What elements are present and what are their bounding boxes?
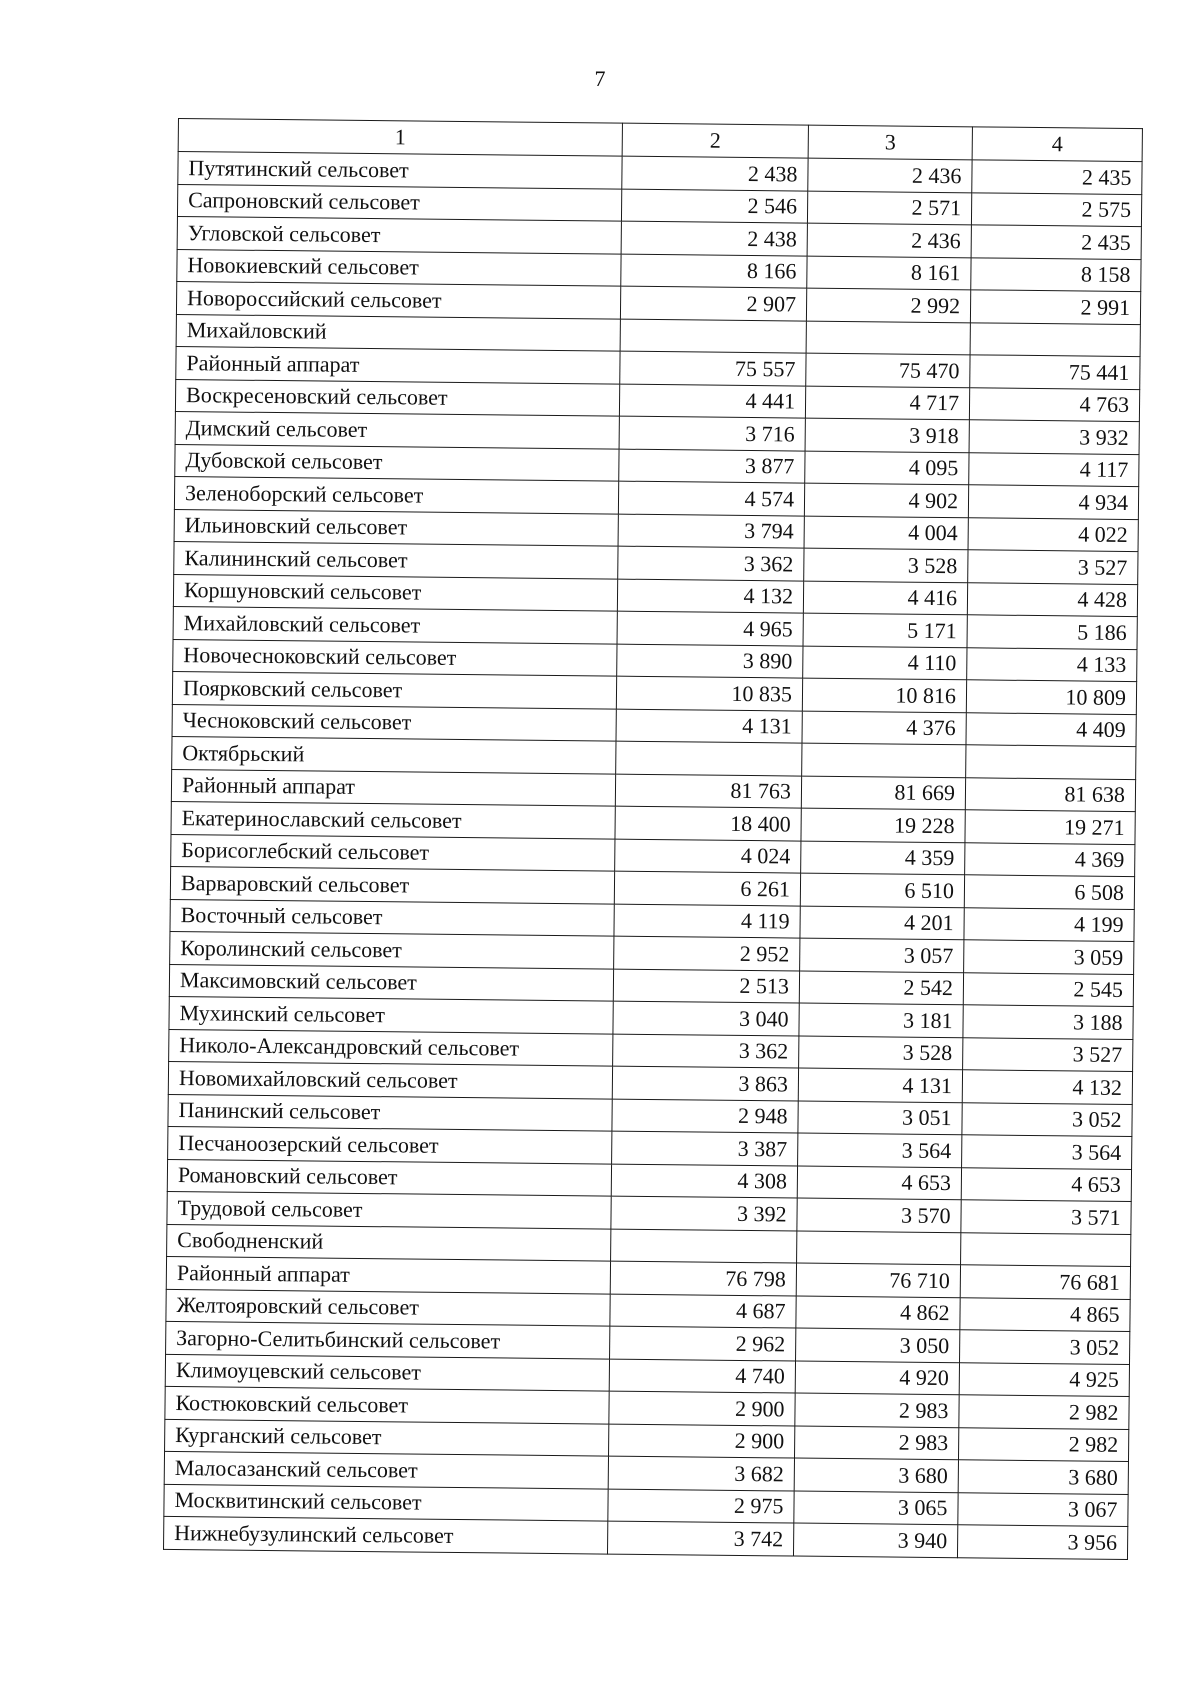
row-value-col3: 4 201 <box>800 906 964 940</box>
row-value-col3: 3 065 <box>794 1491 958 1525</box>
row-value-col3: 2 983 <box>795 1393 959 1427</box>
row-value-col4: 4 409 <box>966 712 1136 746</box>
row-name-cell: Воскресеновский сельсовет <box>175 379 619 416</box>
row-value-col4: 2 982 <box>959 1395 1129 1429</box>
row-name-cell: Панинский сельсовет <box>168 1094 612 1131</box>
row-value-col2: 4 132 <box>617 579 803 613</box>
row-name-cell: Районный аппарат <box>166 1256 610 1293</box>
row-name-cell: Свободненский <box>167 1224 611 1261</box>
row-value-col4: 4 653 <box>961 1167 1131 1201</box>
column-header-3: 3 <box>808 125 972 160</box>
budget-table <box>163 118 1143 1560</box>
row-name-cell: Варваровский сельсовет <box>170 866 614 903</box>
row-name-cell: Чесноковский сельсовет <box>172 704 616 741</box>
row-name-cell: Восточный сельсовет <box>170 899 614 936</box>
row-name-cell: Районный аппарат <box>171 769 615 806</box>
row-value-col4: 2 982 <box>958 1427 1128 1461</box>
row-value-col3: 3 918 <box>805 418 969 452</box>
row-value-col4: 3 527 <box>963 1037 1133 1071</box>
row-value-col2: 3 877 <box>619 449 805 483</box>
row-value-col4: 2 435 <box>971 225 1141 259</box>
row-value-col2: 3 863 <box>612 1066 798 1100</box>
row-value-col4: 4 934 <box>968 485 1138 519</box>
row-value-col3: 3 680 <box>794 1458 958 1492</box>
row-value-col2: 2 975 <box>608 1489 794 1523</box>
row-value-col4: 4 117 <box>969 452 1139 486</box>
row-value-col2: 3 040 <box>613 1001 799 1035</box>
row-name-cell: Романовский сельсовет <box>167 1159 611 1196</box>
row-value-col2: 2 438 <box>621 221 807 255</box>
row-value-col2: 3 362 <box>618 546 804 580</box>
row-value-col3: 2 436 <box>807 223 971 257</box>
row-value-col3: 4 095 <box>805 451 969 485</box>
row-value-col2 <box>616 741 802 775</box>
row-value-col2: 76 798 <box>610 1261 796 1295</box>
row-value-col3: 3 940 <box>793 1523 957 1557</box>
row-value-col3: 3 057 <box>800 938 964 972</box>
row-value-col2: 4 687 <box>610 1294 796 1328</box>
row-value-col4: 4 132 <box>962 1070 1132 1104</box>
row-value-col3: 2 983 <box>795 1426 959 1460</box>
row-value-col2: 2 546 <box>621 189 807 223</box>
row-value-col3: 4 862 <box>796 1296 960 1330</box>
row-value-col2: 2 900 <box>609 1391 795 1425</box>
row-value-col3: 5 171 <box>803 613 967 647</box>
row-value-col4 <box>970 322 1140 356</box>
row-name-cell: Калининский сельсовет <box>174 541 618 578</box>
row-value-col2: 2 952 <box>614 936 800 970</box>
row-value-col2: 4 308 <box>611 1164 797 1198</box>
row-name-cell: Михайловский <box>176 314 620 351</box>
row-name-cell: Екатеринославский сельсовет <box>171 801 615 838</box>
row-value-col2: 4 119 <box>614 904 800 938</box>
row-value-col4: 3 052 <box>960 1330 1130 1364</box>
row-value-col3 <box>806 321 970 355</box>
row-value-col2: 3 682 <box>608 1456 794 1490</box>
row-value-col4: 2 435 <box>972 160 1142 194</box>
row-value-col4: 4 865 <box>960 1297 1130 1331</box>
row-value-col3: 19 228 <box>801 808 965 842</box>
row-value-col3: 2 571 <box>807 191 971 225</box>
row-name-cell: Курганский сельсовет <box>165 1419 609 1456</box>
row-value-col4: 75 441 <box>970 355 1140 389</box>
row-value-col2: 6 261 <box>614 871 800 905</box>
row-value-col3: 2 542 <box>799 971 963 1005</box>
row-value-col2: 4 024 <box>615 839 801 873</box>
row-value-col4: 3 527 <box>968 550 1138 584</box>
row-value-col3: 75 470 <box>806 353 970 387</box>
row-value-col2: 2 962 <box>610 1326 796 1360</box>
row-value-col4: 4 022 <box>968 517 1138 551</box>
row-name-cell: Новочесноковский сельсовет <box>173 639 617 676</box>
row-value-col3: 3 564 <box>798 1133 962 1167</box>
row-name-cell: Малосазанский сельсовет <box>164 1451 608 1488</box>
row-value-col2: 4 131 <box>616 709 802 743</box>
row-name-cell: Новомихайловский сельсовет <box>168 1061 612 1098</box>
row-value-col3: 81 669 <box>801 776 965 810</box>
row-value-col2: 3 794 <box>618 514 804 548</box>
row-value-col4: 4 763 <box>969 387 1139 421</box>
row-value-col4: 5 186 <box>967 615 1137 649</box>
row-value-col2: 3 362 <box>613 1034 799 1068</box>
row-value-col4: 6 508 <box>964 875 1134 909</box>
row-name-cell: Сапроновский сельсовет <box>177 184 621 221</box>
row-value-col4: 3 052 <box>962 1102 1132 1136</box>
row-value-col4: 2 991 <box>970 290 1140 324</box>
row-value-col2: 18 400 <box>615 806 801 840</box>
row-name-cell: Песчаноозерский сельсовет <box>168 1126 612 1163</box>
row-value-col4: 8 158 <box>971 257 1141 291</box>
row-value-col4 <box>966 745 1136 779</box>
row-value-col4: 3 956 <box>957 1525 1127 1559</box>
row-value-col3: 2 436 <box>808 158 972 192</box>
row-value-col3: 4 416 <box>803 581 967 615</box>
row-value-col2: 4 441 <box>619 384 805 418</box>
row-value-col4: 81 638 <box>965 777 1135 811</box>
row-value-col3: 3 050 <box>796 1328 960 1362</box>
row-value-col4: 2 575 <box>971 192 1141 226</box>
row-value-col3: 4 717 <box>805 386 969 420</box>
row-value-col4: 4 428 <box>967 582 1137 616</box>
table-body <box>164 152 1143 1560</box>
row-value-col2: 2 900 <box>609 1424 795 1458</box>
page-number: 7 <box>594 66 606 91</box>
row-value-col2: 10 835 <box>616 676 802 710</box>
row-name-cell: Районный аппарат <box>176 346 620 383</box>
row-name-cell: Октябрьский <box>172 736 616 773</box>
row-value-col2: 4 740 <box>609 1359 795 1393</box>
row-value-col2: 3 716 <box>619 416 805 450</box>
row-value-col2: 4 965 <box>617 611 803 645</box>
row-name-cell: Николо-Александровский сельсовет <box>169 1029 613 1066</box>
row-value-col4: 3 564 <box>962 1135 1132 1169</box>
row-value-col3: 4 376 <box>802 711 966 745</box>
row-value-col4 <box>961 1232 1131 1266</box>
row-value-col3: 4 359 <box>801 841 965 875</box>
row-value-col4: 4 199 <box>964 907 1134 941</box>
row-value-col3: 3 528 <box>804 548 968 582</box>
row-name-cell: Нижнебузулинский сельсовет <box>164 1516 608 1553</box>
row-value-col2: 81 763 <box>615 774 801 808</box>
row-name-cell: Трудовой сельсовет <box>167 1191 611 1228</box>
row-name-cell: Коршуновский сельсовет <box>173 574 617 611</box>
row-value-col3 <box>797 1231 961 1265</box>
row-name-cell: Москвитинский сельсовет <box>164 1484 608 1521</box>
column-header-1: 1 <box>178 119 622 157</box>
row-name-cell: Новороссийский сельсовет <box>176 281 620 318</box>
row-value-col2: 3 890 <box>617 644 803 678</box>
row-name-cell: Климоуцевский сельсовет <box>165 1354 609 1391</box>
row-value-col2: 2 907 <box>620 286 806 320</box>
row-value-col4: 3 680 <box>958 1460 1128 1494</box>
row-value-col3: 4 110 <box>803 646 967 680</box>
row-value-col3: 3 528 <box>799 1036 963 1070</box>
row-value-col4: 3 188 <box>963 1005 1133 1039</box>
row-value-col4: 3 932 <box>969 420 1139 454</box>
row-name-cell: Ильиновский сельсовет <box>174 509 618 546</box>
column-header-4: 4 <box>972 127 1142 162</box>
row-name-cell: Михайловский сельсовет <box>173 606 617 643</box>
row-name-cell: Дубовской сельсовет <box>175 444 619 481</box>
row-name-cell: Димский сельсовет <box>175 411 619 448</box>
row-value-col4: 4 133 <box>967 647 1137 681</box>
row-name-cell: Зеленоборский сельсовет <box>174 476 618 513</box>
row-name-cell: Королинский сельсовет <box>170 931 614 968</box>
row-name-cell: Поярковский сельсовет <box>172 671 616 708</box>
row-value-col4: 4 369 <box>965 842 1135 876</box>
row-value-col3: 8 161 <box>807 256 971 290</box>
row-value-col4: 76 681 <box>960 1265 1130 1299</box>
row-value-col2: 3 387 <box>612 1131 798 1165</box>
row-value-col3: 4 920 <box>795 1361 959 1395</box>
row-value-col3: 4 653 <box>797 1166 961 1200</box>
row-name-cell: Новокиевский сельсовет <box>177 249 621 286</box>
row-value-col2: 3 742 <box>607 1521 793 1555</box>
row-name-cell: Мухинский сельсовет <box>169 996 613 1033</box>
row-value-col2: 2 948 <box>612 1099 798 1133</box>
row-value-col3: 4 131 <box>798 1068 962 1102</box>
row-value-col2: 4 574 <box>618 481 804 515</box>
row-value-col2: 8 166 <box>621 254 807 288</box>
row-name-cell: Путятинский сельсовет <box>178 152 622 189</box>
row-value-col3: 4 902 <box>804 483 968 517</box>
row-value-col4: 4 925 <box>959 1362 1129 1396</box>
row-value-col3: 10 816 <box>802 678 966 712</box>
row-value-col3: 6 510 <box>800 873 964 907</box>
row-value-col4: 2 545 <box>963 972 1133 1006</box>
column-header-2: 2 <box>622 123 808 158</box>
row-value-col2 <box>620 319 806 353</box>
row-name-cell: Желтояровский сельсовет <box>166 1289 610 1326</box>
row-value-col3: 4 004 <box>804 516 968 550</box>
row-value-col3: 2 992 <box>806 288 970 322</box>
row-name-cell: Костюковский сельсовет <box>165 1386 609 1423</box>
row-name-cell: Загорно-Селитьбинский сельсовет <box>166 1321 610 1358</box>
row-value-col4: 3 067 <box>958 1492 1128 1526</box>
row-value-col4: 3 571 <box>961 1200 1131 1234</box>
row-value-col3: 3 181 <box>799 1003 963 1037</box>
row-name-cell: Борисоглебский сельсовет <box>171 834 615 871</box>
row-value-col2: 75 557 <box>620 351 806 385</box>
row-value-col2: 2 438 <box>622 156 808 190</box>
row-value-col3 <box>802 743 966 777</box>
row-value-col3: 3 570 <box>797 1198 961 1232</box>
row-value-col4: 3 059 <box>964 940 1134 974</box>
row-value-col2: 3 392 <box>611 1196 797 1230</box>
row-value-col3: 3 051 <box>798 1101 962 1135</box>
row-value-col4: 10 809 <box>966 680 1136 714</box>
row-value-col2 <box>611 1229 797 1263</box>
row-value-col3: 76 710 <box>796 1263 960 1297</box>
row-name-cell: Угловской сельсовет <box>177 216 621 253</box>
row-value-col2: 2 513 <box>613 969 799 1003</box>
row-name-cell: Максимовский сельсовет <box>169 964 613 1001</box>
row-value-col4: 19 271 <box>965 810 1135 844</box>
